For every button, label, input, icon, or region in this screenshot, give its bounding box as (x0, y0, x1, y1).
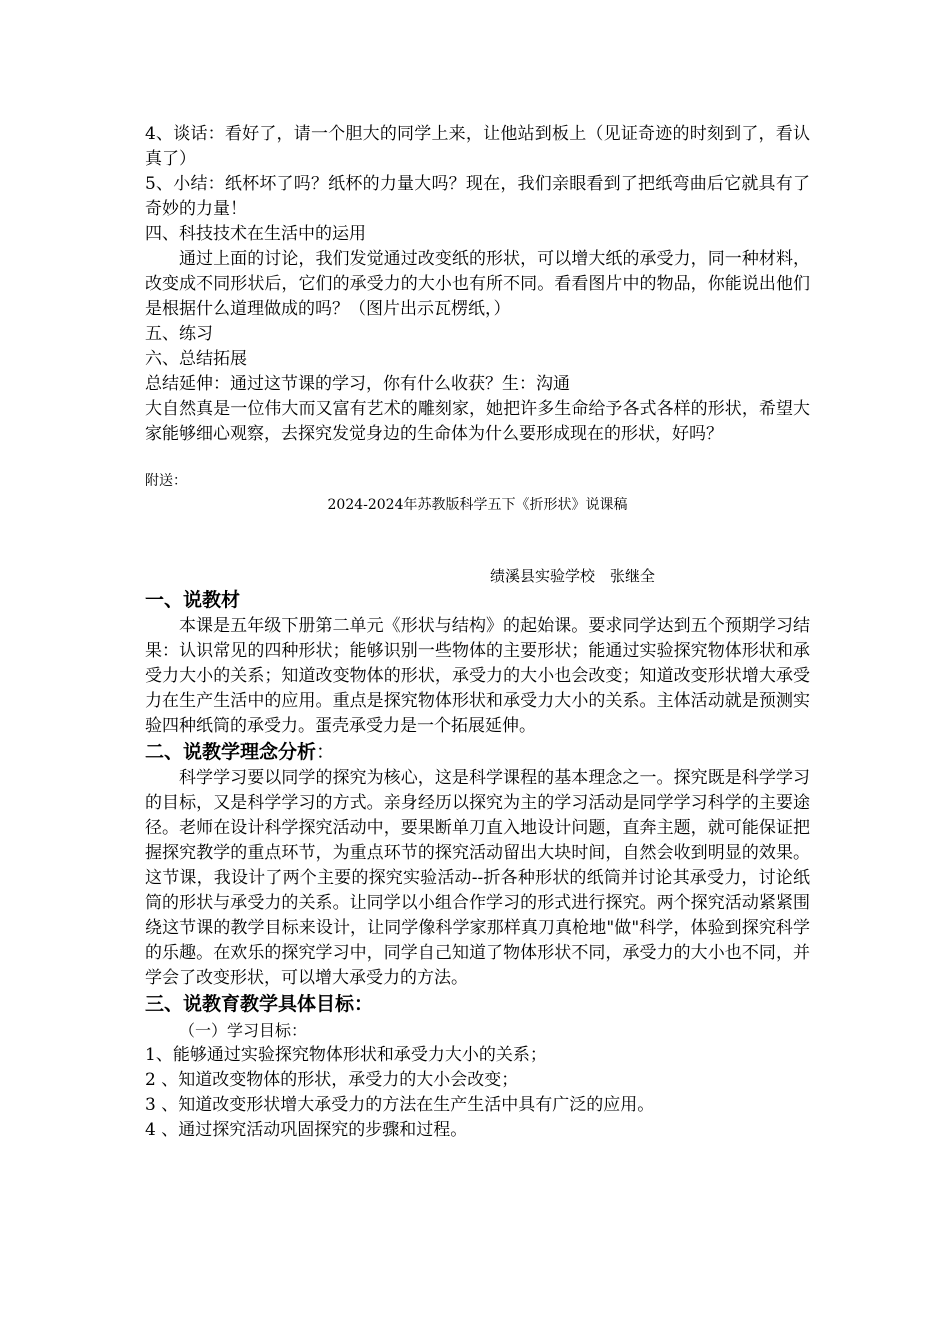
section-heading-philosophy-text: 二、说教学理念分析 (145, 741, 317, 763)
section-heading-conclusion: 六、总结拓展 (145, 349, 247, 369)
document-author: 绩溪县实验学校 张继全 (489, 567, 655, 585)
section-heading-philosophy (145, 739, 810, 766)
document-title: 2024-2024年苏教版科学五下《折形状》说课稿 (327, 497, 628, 513)
list-item: 1、能够通过实验探究物体形状和承受力大小的关系； (145, 1045, 547, 1065)
section-heading-philosophy-colon: ： (316, 741, 336, 763)
paragraph-application: 通过上面的讨论，我们发觉通过改变纸的形状，可以增大纸的承受力，同一种材料，改变成不同形状后，它们的承受力的大小也有所不同。看看图片中的物品，你能说出他们是根据什么道理做成的吗？（图片出示瓦楞纸，） (145, 249, 810, 319)
paragraph-philosophy: 科学学习要以同学的探究为核心，这是科学课程的基本理念之一。探究既是科学学习的目标，又是科学学习的方式。亲身经历以探究为主的学习活动是同学学习科学的主要途径。老师在设计科学探究活动中，要果断单刀直入地设计问题，直奔主题，就可能保证把握探究教学的重点环节，为重点环节的探究活动留出大块时间，自然会收到明显的效果。这节课，我设计了两个主要的探究实验活动--折各种形状的纸筒并讨论其承受力，讨论纸筒的形状与承受力的关系。让同学以小组合作学习的形式进行探究。两个探究活动紧紧围绕这节课的教学目标来设计，让同学像科学家那样真刀真枪地"做"科学，体验到探究科学的乐趣。在欢乐的探究学习中，同学自己知道了物体形状不同，承受力的大小也不同，并学会了改变形状，可以增大承受力的方法。 (145, 768, 810, 988)
section-heading-objectives: 三、说教育教学具体目标： (145, 993, 374, 1015)
list-item: 2 、知道改变物体的形状，承受力的大小会改变； (145, 1070, 519, 1090)
document-body (145, 122, 810, 1143)
list-item: 4 、通过探究活动巩固探究的步骤和过程。 (145, 1120, 468, 1140)
paragraph-conclusion: 总结延伸：通过这节课的学习，你有什么收获？生：沟通 (145, 374, 570, 394)
subheading-learning-goals: （一）学习目标： (179, 1021, 308, 1040)
paragraph-nature: 大自然真是一位伟大而又富有艺术的雕刻家，她把许多生命给予各式各样的形状，希望大家能够细心观察，去探究发觉身边的生命体为什么要形成现在的形状，好吗？ (145, 399, 810, 444)
section-heading-application: 四、科技技术在生活中的运用 (145, 224, 366, 244)
paragraph-summary: 5、小结：纸杯坏了吗？纸杯的力量大吗？现在，我们亲眼看到了把纸弯曲后它就具有了奇妙的力量！ (145, 174, 810, 219)
paragraph-textbook: 本课是五年级下册第二单元《形状与结构》的起始课。要求同学达到五个预期学习结果：认识常见的四种形状；能够识别一些物体的主要形状；能通过实验探究物体形状和承受力大小的关系；知道改变物体的形状，承受力的大小也会改变；知道改变形状增大承受力在生产生活中的应用。重点是探究物体形状和承受力大小的关系。主体活动就是预测实验四种纸筒的承受力。蛋壳承受力是一个拓展延伸。 (145, 616, 810, 736)
section-heading-practice: 五、练习 (145, 324, 213, 344)
list-item: 3 、知道改变形状增大承受力的方法在生产生活中具有广泛的应用。 (145, 1095, 655, 1115)
attachment-label: 附送： (145, 473, 187, 489)
section-heading-textbook: 一、说教材 (145, 589, 241, 611)
paragraph-talk: 4、谈话：看好了，请一个胆大的同学上来，让他站到板上（见证奇迹的时刻到了，看认真了） (145, 124, 810, 169)
